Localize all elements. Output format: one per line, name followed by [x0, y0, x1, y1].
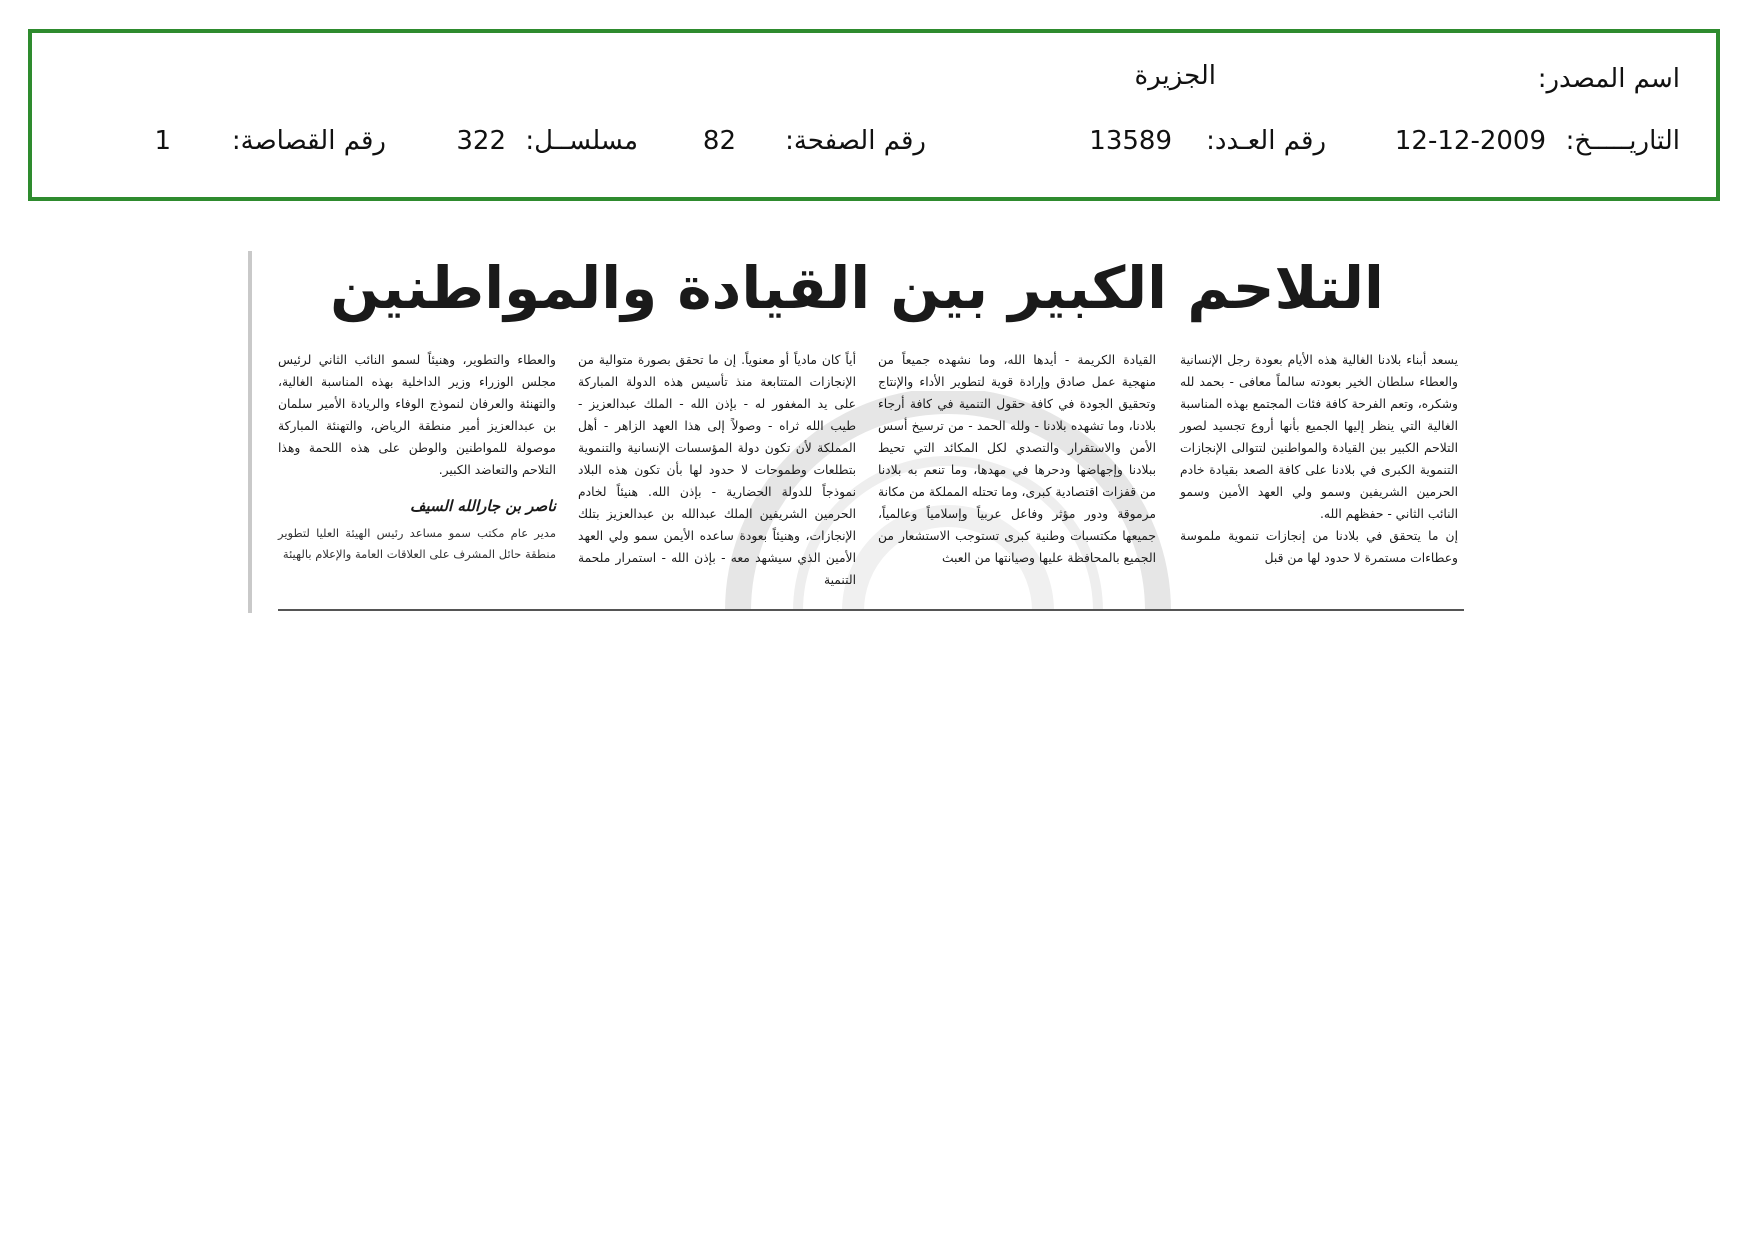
clip-number-label: رقم القصاصة:: [231, 126, 386, 156]
issue-value: 13589: [1089, 126, 1172, 156]
column-3-paragraph-1: أياً كان مادياً أو معنوياً. إن ما تحقق بصورة متوالية من الإنجازات المتتابعة منذ تأسيس هذه الدولة المباركة على يد المغفور له - بإذن الله - الملك عبدالعزيز - طيب الله ثراه - وصولاً إلى هذا العهد الزاهر - أهل المملكة لأن تكون دولة المؤسسات الإنسانية والتنموية بتطلعات وطموحات لا حدود لها بأن تكون هذه البلاد نموذجاً للدولة الحضارية - بإذن الله. هنيئاً لخادم الحرمين الشريفين الملك عبدالله بن عبدالعزيز بتلك الإنجازات، وهنيئاً بعودة ساعده الأيمن سمو ولي العهد الأمين الذي سيشهد معه - بإذن الله - استمرار ملحمة التنمية: [578, 353, 856, 587]
clipping-bottom-rule: [278, 609, 1464, 611]
article-column-4: [278, 349, 556, 565]
source-value: الجزيرة: [1134, 61, 1216, 91]
source-label: اسم المصدر:: [1537, 64, 1680, 94]
page-label: رقم الصفحة:: [785, 126, 926, 156]
serial-label: مسلســل:: [525, 126, 638, 156]
serial-value: 322: [456, 126, 506, 156]
column-2-paragraph-1: القيادة الكريمة - أيدها الله، وما نشهده جميعاً من منهجية عمل صادق وإرادة قوية لتطوير الأداء والإنتاج وتحقيق الجودة في كافة حقول التنمية في كافة أرجاء بلادنا، وما تشهده بلادنا - ولله الحمد - من ترسيخ أسس الأمن والاستقرار والتصدي لكل المكائد التي تحيط ببلادنا وإجهاضها ودحرها في مهدها، وما تنعم به بلادنا من قفزات اقتصادية كبرى، وما تحتله المملكة من مكانة مرموقة ودور مؤثر وفاعل عربياً وإسلامياً وعالمياً، جميعها مكتسبات وطنية كبرى تستوجب الاستشعار من الجميع بالمحافظة عليها وصيانتها من العبث: [878, 353, 1156, 565]
author-name: ناصر بن جارالله السيف: [409, 497, 556, 515]
article-clipping: [248, 251, 1466, 613]
date-value: 12-12-2009: [1394, 126, 1546, 156]
article-column-2: [878, 349, 1156, 569]
clip-number-value: 1: [154, 126, 171, 156]
issue-label: رقم العـدد:: [1206, 126, 1326, 156]
page-value: 82: [702, 126, 736, 156]
date-label: التاريـــــخ:: [1565, 126, 1680, 156]
column-1-paragraph-2: إن ما يتحقق في بلادنا من إنجازات تنموية ملموسة وعطاءات مستمرة لا حدود لها من قبل: [1180, 529, 1458, 565]
article-headline: التلاحم الكبير بين القيادة والمواطنين: [330, 254, 1384, 322]
article-column-3: [578, 349, 856, 591]
author-title: مدير عام مكتب سمو مساعد رئيس الهيئة العليا لتطوير منطقة حائل المشرف على العلاقات العامة والإعلام بالهيئة: [278, 526, 556, 561]
article-column-1: [1180, 349, 1458, 569]
column-1-paragraph-1: يسعد أبناء بلادنا الغالية هذه الأيام بعودة رجل الإنسانية والعطاء سلطان الخير بعودته سالماً معافى - بحمد لله وشكره، وتعم الفرحة كافة فئات المجتمع بهذه المناسبة الغالية التي ينظر إليها الجميع بأنها أروع تجسيد لصور التلاحم الكبير بين القيادة والمواطنين لتتوالى الإنجازات التنموية الكبرى في بلادنا على كافة الصعد بقيادة خادم الحرمين الشريفين وسمو ولي العهد الأمين وسمو النائب الثاني - حفظهم الله.: [1180, 353, 1458, 521]
column-4-paragraph-1: والعطاء والتطوير، وهنيئاً لسمو النائب الثاني لرئيس مجلس الوزراء وزير الداخلية بهذه المناسبة الغالية، والتهنئة والعرفان لنموذج الوفاء والريادة الأمير سلمان بن عبدالعزيز أمير منطقة الرياض، والتهنئة المباركة موصولة للمواطنين والوطن على هذه اللحمة وهذا التلاحم والتعاضد الكبير.: [278, 353, 556, 477]
source-metadata-box: [28, 29, 1720, 201]
